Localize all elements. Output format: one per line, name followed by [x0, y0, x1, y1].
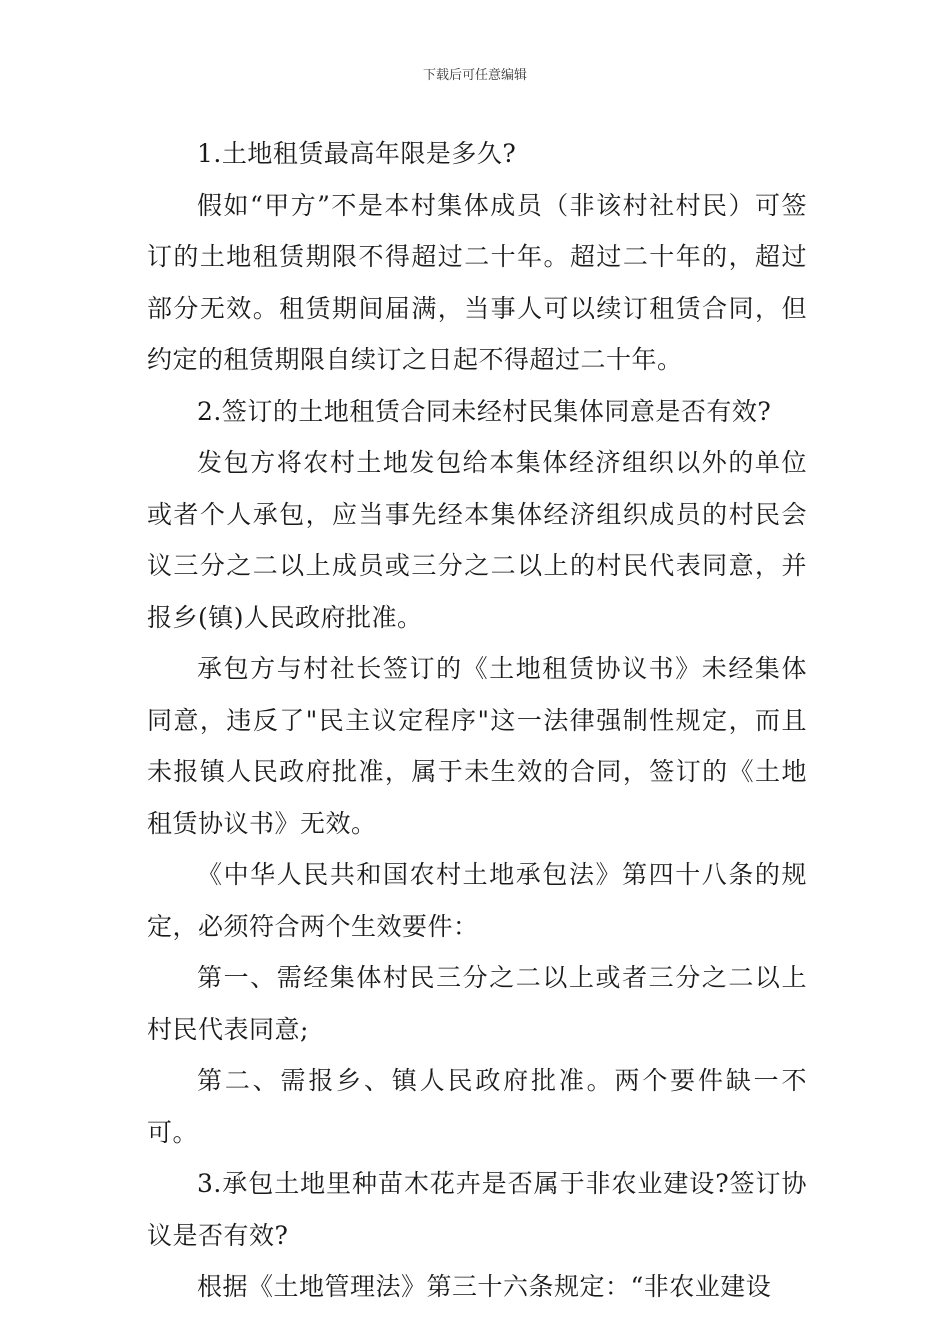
- question-3-heading: 3.承包土地里种苗木花卉是否属于非农业建设?签订协议是否有效?: [147, 1169, 807, 1250]
- document-body: [147, 128, 807, 1313]
- question-1-heading: 1.土地租赁最高年限是多久?: [197, 139, 517, 168]
- answer-2-paragraph-1: 发包方将农村土地发包给本集体经济组织以外的单位或者个人承包，应当事先经本集体经济组织成员的村民会议三分之二以上成员或三分之二以上的村民代表同意，并报乡(镇)人民政府批准。: [147, 448, 807, 632]
- answer-2-paragraph-2: 承包方与村社长签订的《土地租赁协议书》未经集体同意，违反了"民主议定程序"这一法律强制性规定，而且未报镇人民政府批准，属于未生效的合同，签订的《土地租赁协议书》无效。: [147, 654, 807, 838]
- question-2-heading: 2.签订的土地租赁合同未经村民集体同意是否有效?: [197, 396, 772, 426]
- page-header: 下载后可任意编辑: [422, 68, 527, 83]
- requirement-1: 第一、需经集体村民三分之二以上或者三分之二以上村民代表同意;: [147, 963, 807, 1044]
- requirement-2: 第二、需报乡、镇人民政府批准。两个要件缺一不可。: [147, 1066, 807, 1147]
- answer-1-paragraph: 假如“甲方”不是本村集体成员（非该村社村民）可签订的土地租赁期限不得超过二十年。超过二十年的，超过部分无效。租赁期间届满，当事人可以续订租赁合同，但约定的租赁期限自续订之日起不得超过二十年。: [147, 190, 807, 374]
- answer-3-paragraph: 根据《土地管理法》第三十六条规定：“非农业建设: [197, 1272, 772, 1301]
- answer-2-paragraph-3: 《中华人民共和国农村土地承包法》第四十八条的规定，必须符合两个生效要件：: [147, 860, 807, 941]
